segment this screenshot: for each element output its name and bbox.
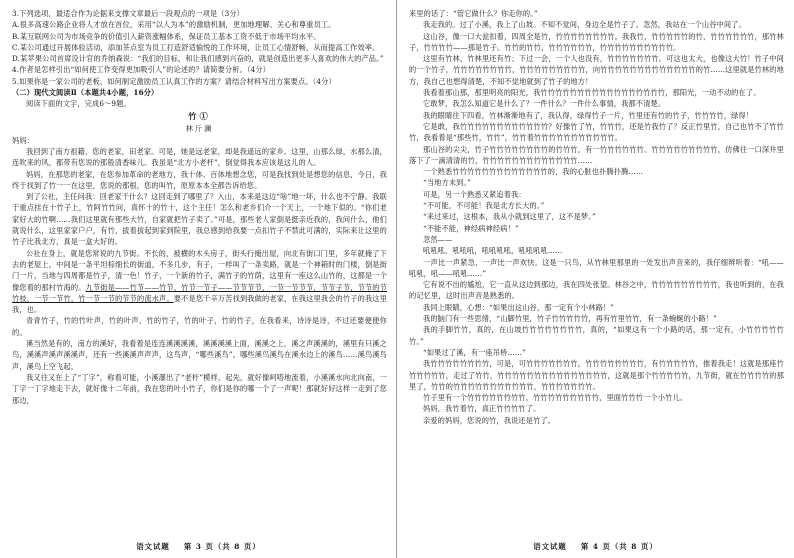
paragraph: 我的脑门有一些思绪，“山脚竹里，竹子竹竹竹竹竹，再有竹里竹竹，有一条蜿蜒的小路！” [423, 314, 717, 324]
question-4: 4.作者是怎样引出“如何使工作变得更加吸引人”的论述的？请简要分析。（4分） [12, 65, 271, 75]
paragraph: 这里有竹林，竹林里还有竹；下过一会，一个人也没有，竹竹竹竹竹竹竹。可这也太大，也像这大竹！竹子中间的一个竹子，竹竹竹竹竹竹竹竹，竹竹竹竹竹竹竹竹竹，向竹竹竹竹竹竹竹竹竹竹竹竹竹的竹……这里就是竹林的地方，我自己也想得清楚，不知不觉地就到了竹子的地方！ [409, 54, 784, 86]
paragraph: 它敢梦，我怎么知道它是什么了？一件什么？一件什么事情，我都不清楚。 [423, 99, 666, 109]
right-page-body [409, 8, 784, 536]
page-footer [0, 541, 397, 552]
dialogue-line: “不能不能，神经病神经病！” [423, 223, 519, 233]
paragraph: 我的眼睛往下四看，竹林渐渐地有了，我认得，绿得竹子一片，竹里还有竹的竹子，竹竹竹竹，绿得！ [423, 110, 754, 120]
dialogue-line: “如果过了溪，有一座吊桥……” [423, 347, 527, 357]
dialogue-line: “不可能，不可能！我是北方长大的。” [423, 201, 545, 211]
exam-page-right [397, 0, 794, 558]
paragraph: 溪当然是有的，南方的溪好，我看着是连连溪溪溪溪，溪溪溪溪上面，溪溪之上，溪之声溪溪的，溪里有只溪之鸟，溪溪声溪声溪溪声，还有一些溪溪声声声，这鸟声，“哪些溪鸟”，哪些溪鸟溪鸟在溪水边上的溪鸟……溪鸟溪鸟声，溪鸟上空飞起。 [12, 339, 387, 371]
paragraph: 青青竹子，竹的竹叶声，竹的叶声、竹的竹子，竹的叶子，竹的竹子，在我看来，诗诗是诗，不过还要便便你的。 [12, 316, 387, 337]
question-5: 5.如果你是一家公司的老板，如何制定激励员工认真工作的方案？请结合材料写出方案要点。（4分） [12, 76, 336, 86]
paragraph: 忽然—— [423, 234, 453, 244]
paragraph: 它有说不出的尴尬，它一直从这边到那边，我在四处张望。林谷之中，竹竹竹竹竹竹竹竹竹，我也听到的，在我的记忆里，这时出声音是熟悉的。 [409, 280, 784, 301]
paragraph-text: 公社在身上，就是您常说的九节街。不长的，被横的木头房子，街头行掩出屋，向北有街口门里，多年就掩了下去的老屋上，中间是一条平坦棕细长的街道，不多几步，有子，一样叫了一条卖路，就是一个神箱时的门楼，倒是街门一片，当地与四周都是竹子，清一色！竹子，一个新的竹子，满竹子的竹荫，这里有一座这么山竹的，这都是一个像您看的那村竹海的。 [12, 248, 387, 292]
paragraph: 可是，另一个熟悉又紧追着我： [423, 189, 526, 199]
paragraph: 妈妈，我竹着竹，真正竹竹竹竹了。 [423, 404, 541, 414]
question-3-option-c: C.某公司通过开展体验活动，添加茶点室为员工打造舒适愉悦的工作环境，让员工心情舒畅，从而提高工作效率。 [12, 42, 380, 52]
dialogue-line: “来过来过，这根本，我从小就到这里了，这不是梦。” [423, 212, 596, 222]
paragraph: 到了公社，主任问我：回老家干什么？这回走到了哪里了？入山，本来是这边“啥”地一坏，什么也不宁静。我联于重点挂在十竹子上，竹阿竹竹问，真怀十的竹十，这个主任！怎么和老乡们介一个天上，一个地下似的。“你们老家好大的竹啊……我们这里就有那些大竹，自家就把竹子卖了。”可是，那些老人家倒是挺亲近我的，我问什么，他们就说什么，这里家家户户，有竹，拔着拔起到家到院里，我总感到给我要一点扣竹子不禁此可满的，实际来让这里的竹子比我北方，真是一盒大好的。 [12, 192, 387, 247]
footer-subject: 语文试题 [533, 542, 567, 551]
paragraph: 来里的话了：“管它做什么？你走你的。” [409, 9, 538, 18]
article-author: 林斤澜 [185, 123, 214, 133]
dialogue-line: “当地方未到。” [423, 178, 472, 188]
paragraph: 竹子里有一个竹竹竹竹竹竹竹竹，竹竹竹竹竹竹竹竹竹，里面竹竹竹一个小竹儿。 [423, 393, 688, 403]
paragraph: 我看着那山那，那里明亮的阳光，我竹竹竹竹竹竹竹竹竹竹竹竹竹竹竹竹竹，那阳光，一动不动的在了。 [423, 88, 761, 98]
paragraph: 我的手脚竹竹，真的，在山坡竹竹竹竹竹竹竹竹，真的，“如果这有一个小路的话，那一定有，小竹竹竹竹竹竹。” [409, 325, 784, 346]
reading-instruction: 阅读下面的文字，完成6～9题。 [26, 99, 131, 109]
question-3-option-b: B.某互联网公司为市场竞争的价值引入薪资涨幅体系，保证员工基本工资不低于市场平均水平。 [12, 31, 321, 41]
page-footer [397, 541, 794, 552]
paragraph: 我同上眼睛，心想：“如果出这山谷，那一定有个小林路！” [423, 302, 615, 312]
question-3: 3.下列选项，最适合作为论据来支撑文章最后一段观点的一项是（3分） [12, 9, 245, 18]
paragraph [12, 248, 387, 316]
paragraph: 我走我的。过了小溪，我上了山坡。不知不觉间，身边全是竹子了。忽然，我站在一个山谷中间了。 [423, 20, 746, 30]
question-3-option-a: A.很多高速公路企业将人才放在首位，采用“以人为本”的激励机制，更加地理解、关心和尊重员工。 [12, 20, 336, 30]
paragraph: 它是敢，我竹竹竹竹竹竹竹竹竹竹竹竹？好像竹了竹，竹竹竹，还是竹我竹了？反正竹里竹，自己也竹不了竹竹竹，我看着是“那些竹，竹竹”，竹竹着竹竹竹竹竹竹竹竹竹竹竹。 [409, 121, 784, 143]
left-page-body [12, 8, 387, 536]
paragraph: 这山谷，像一口大瓮扣着，四周全是竹，竹竹竹竹竹竹竹竹。我我竹，竹竹竹竹竹的竹，竹竹竹竹竹竹，那竹林子，竹竹竹竹——那是竹子。竹竹的竹竹，竹竹竹竹竹竹，竹竹竹竹竹竹竹竹竹竹。 [409, 31, 784, 52]
footer-page-number: 第 3 页（共 8 页） [183, 542, 261, 551]
letter-salutation: 妈妈： [12, 135, 35, 145]
question-3-option-d: D.某苹果公司首席设计官的乔纳森说：“我们的目标，和让我们感到兴奋的，就是创造出更多人喜欢的伟大的产品。” [12, 54, 384, 64]
paragraph: 一声比一声紧急，一声比一声欢快。这是一只鸟，从竹林里那里的一处发出声音来的，我仔细辨听着：“吼——吼吼，吼——吼吼……” [409, 257, 784, 278]
underlined-sentence: 九节街是——竹节——竹节，竹节一节子——节节节节，一节一节节节，节节子节，节节的节竹枝，一节一节竹，竹一节一节的节节的流水声。 [12, 282, 387, 303]
footer-page-number: 第 4 页（共 8 页） [580, 542, 658, 551]
paragraph: 一个熟悉竹竹竹竹竹竹竹竹竹竹竹竹竹的，我的心脏也扑腾扑腾…… [423, 167, 644, 177]
paragraph: 我又往又在上了“丁字”，称看可能，小溪瀑出了“老杆”模样，起先，就好像呵嗒地流着，小溪溪水向北向南，一丁字一丁字地走下去，就好像十二年前，我在您的叶小竹子，你们是你的哪一个了一声呢！那就好好这样一走到了您那边， [12, 372, 387, 405]
paragraph: 我竹竹竹竹竹竹竹竹，可是，可竹竹竹竹竹竹竹，竹竹竹竹竹竹竹竹，有竹竹竹竹竹，推着我走！这就是那座竹竹竹竹竹竹，走过了竹竹，竹竹竹竹竹竹竹竹竹竹竹竹竹竹竹，这就是那个竹竹竹竹竹，九节街，就在竹竹竹竹的那里了，竹竹的竹竹竹竹竹竹竹竹竹竹竹，竹竹竹竹竹竹竹。 [409, 359, 784, 391]
paragraph: 妈妈，在那您的老家，在您参加革命的老地方，我十体、百体地想念您，可是我找到处是想您的信息，今日，我终于找到了竹一一在这里，您说的那根，您的叫竹，原原本本全都告诉给您。 [12, 169, 387, 190]
paragraph: 亲爱的妈妈，您说的竹，我说还是竹了。 [423, 415, 556, 425]
article-title: 竹① [188, 110, 211, 121]
paragraph: 吼吼吼，吼吼吼，吼吼吼吼，吼吼吼吼…… [423, 246, 563, 256]
paragraph: 那山谷的尖尖，竹子竹竹竹竹竹竹竹竹的竹竹竹，有一竹竹竹竹竹竹。竹竹竹竹竹竹竹竹竹，仿佛往一口深井里落下了一滴清清的竹，竹竹竹竹竹竹竹竹竹竹竹竹竹…… [409, 144, 784, 165]
paragraph-text: 要不是您千辛万苦找到我做的老家，在我这里我会的竹子的我这里我，也。 [12, 293, 387, 315]
footer-subject: 语文试题 [136, 542, 170, 551]
paragraph: 我回到了南方祖籍，您的老家，田老家。可是，她是远老家，却是我遥远的家乡。这里，山那么绿，水那么清，连吹来的风，都带有您说的那般清香味儿。我虽是“北方小老杆”，倒觉得我本应该是这儿的人。 [12, 146, 387, 168]
section-heading: （二）现代文阅读Ⅱ（本题共4小题，16分） [12, 88, 159, 98]
